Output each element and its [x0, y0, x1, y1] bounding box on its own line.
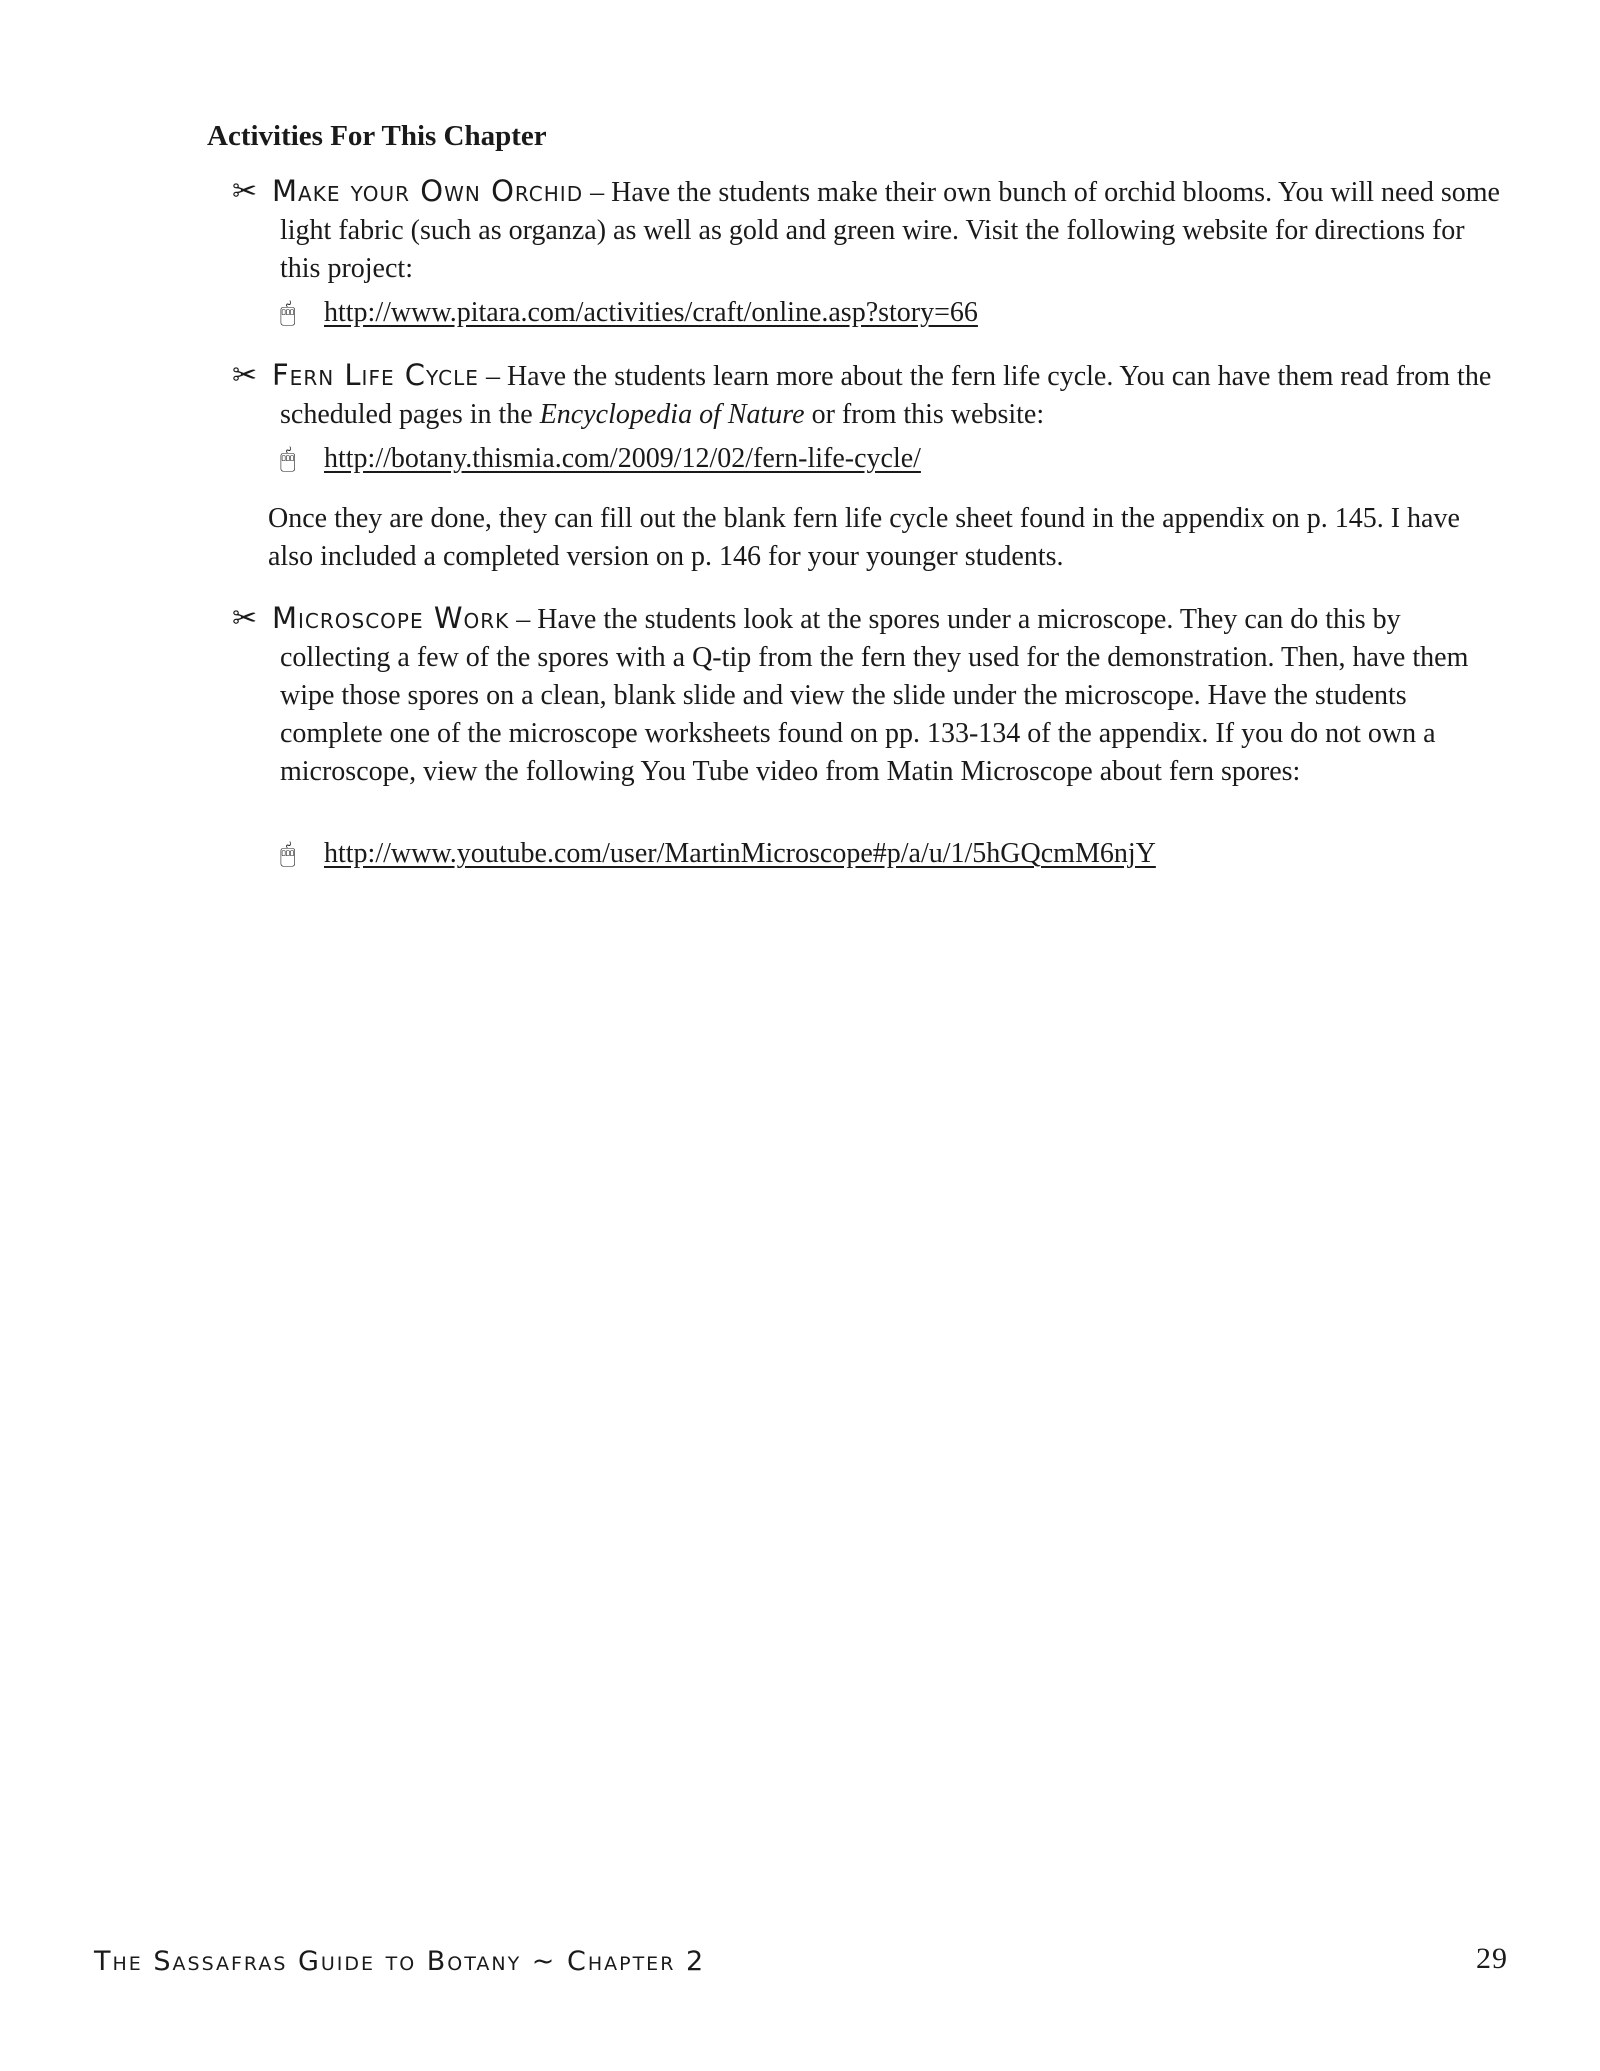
activity-microscope-work — [232, 599, 1510, 791]
activity-title: Fern Life Cycle — [272, 358, 479, 392]
scissors-icon: ✂ — [232, 602, 258, 635]
mouse-click-icon: 🖱 — [280, 444, 296, 473]
activity-link-line — [280, 294, 978, 332]
activity-link-line — [280, 835, 1156, 873]
activity-link-line — [280, 440, 921, 478]
fern-followup-paragraph: Once they are done, they can fill out the blank fern life cycle sheet found in the appendix on p. 145. I have also included a completed version on p. 146 for your younger students. — [268, 503, 1460, 572]
mouse-click-icon: 🖱 — [280, 839, 296, 868]
scissors-icon: ✂ — [232, 359, 258, 392]
scissors-icon: ✂ — [232, 175, 258, 208]
fern-link[interactable]: http://botany.thismia.com/2009/12/02/fern-life-cycle/ — [324, 443, 921, 474]
activity-title: Make your Own Orchid — [272, 174, 584, 208]
activity-text: – Have the students learn more about the fern life cycle. You can have them read from the scheduled pages in the — [280, 361, 1492, 430]
footer-book-title: The Sassafras Guide to Botany ~ Chapter 2 — [94, 1946, 706, 1977]
youtube-link[interactable]: http://www.youtube.com/user/MartinMicroscope#p/a/u/1/5hGQcmM6njY — [324, 838, 1156, 869]
book-title-italic: Encyclopedia of Nature — [539, 399, 805, 430]
activity-title: Microscope Work — [272, 601, 510, 635]
orchid-link[interactable]: http://www.pitara.com/activities/craft/online.asp?story=66 — [324, 297, 978, 328]
mouse-click-icon: 🖱 — [280, 298, 296, 327]
page-number: 29 — [1476, 1942, 1508, 1975]
activity-fern-life-cycle — [232, 356, 1510, 434]
activity-text: – Have the students make their own bunch of orchid blooms. You will need some light fabric (such as organza) as well as gold and green wire. Visit the following website for directions for this project: — [280, 177, 1500, 284]
activity-make-orchid — [232, 172, 1510, 288]
activity-text: – Have the students look at the spores under a microscope. They can do this by collecting a few of the spores with a Q-tip from the fern they used for the demonstration. Then, have them wipe those spores on a clean, blank slide and view the slide under the microscope. Have the students complete one of the microscope worksheets found on pp. 133-134 of the appendix. If you do not own a microscope, view the following You Tube video from Matin Microscope about fern spores: — [280, 604, 1469, 787]
activity-text: or from this website: — [804, 399, 1045, 430]
section-heading: Activities For This Chapter — [207, 120, 547, 152]
